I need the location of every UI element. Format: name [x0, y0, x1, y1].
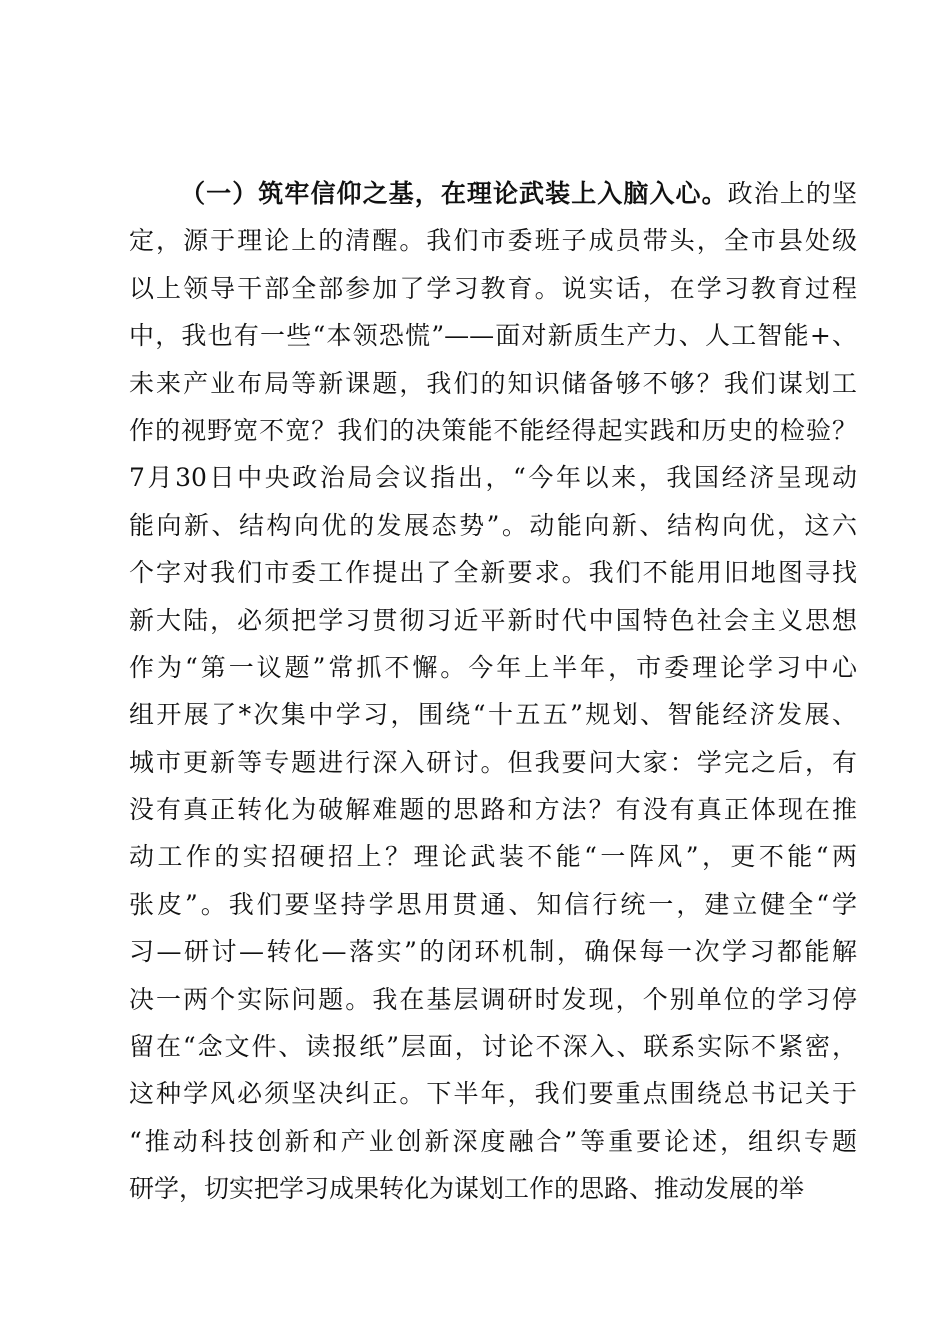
- text-line-15: 动工作的实招硬招上？理论武装不能“一阵风”，更不能“两: [129, 842, 857, 872]
- text-line-1-content: [179, 179, 857, 208]
- text-line-18: 决一两个实际问题。我在基层调研时发现，个别单位的学习停: [129, 984, 857, 1014]
- text-line-8: 能向新、结构向优的发展态势”。动能向新、结构向优，这六: [129, 510, 857, 540]
- body-paragraph: [129, 170, 857, 1213]
- text-line-1: [129, 170, 857, 217]
- text-line-16: 张皮”。我们要坚持学思用贯通、知信行统一，建立健全“学: [129, 889, 857, 919]
- text-line-13: 城市更新等专题进行深入研讨。但我要问大家：学完之后，有: [129, 747, 857, 777]
- text-line-7: 7月30日中央政治局会议指出，“今年以来，我国经济呈现动: [129, 463, 857, 493]
- text-line-2: 定，源于理论上的清醒。我们市委班子成员带头，全市县处级: [129, 226, 857, 256]
- text-line-5: 未来产业布局等新课题，我们的知识储备够不够？我们谋划工: [129, 368, 857, 398]
- text-line-21: “推动科技创新和产业创新深度融合”等重要论述，组织专题: [129, 1126, 857, 1156]
- text-line-6: 作的视野宽不宽？我们的决策能不能经得起实践和历史的检验？: [129, 415, 857, 445]
- text-line-12: 组开展了*次集中学习，围绕“十五五”规划、智能经济发展、: [129, 700, 857, 730]
- text-line-9: 个字对我们市委工作提出了全新要求。我们不能用旧地图寻找: [129, 558, 857, 588]
- text-line-10: 新大陆，必须把学习贯彻习近平新时代中国特色社会主义思想: [129, 605, 857, 635]
- text-line-19: 留在“念文件、读报纸”层面，讨论不深入、联系实际不紧密，: [129, 1032, 857, 1062]
- text-line-22: 研学，切实把学习成果转化为谋划工作的思路、推动发展的举: [129, 1174, 805, 1204]
- text-line-17: 习—研讨—转化—落实”的闭环机制，确保每一次学习都能解: [129, 937, 857, 967]
- section-heading: （一）筑牢信仰之基，在理论武装上入脑入心。: [179, 179, 728, 208]
- text-line-11: 作为“第一议题”常抓不懈。今年上半年，市委理论学习中心: [129, 652, 857, 682]
- text-line-4: 中，我也有一些“本领恐慌”——面对新质生产力、人工智能+、: [129, 321, 857, 351]
- text-line-14: 没有真正转化为破解难题的思路和方法？有没有真正体现在推: [129, 795, 857, 825]
- text-line-3: 以上领导干部全部参加了学习教育。说实话，在学习教育过程: [129, 273, 857, 303]
- section-heading-rest: 政治上的坚: [727, 179, 857, 208]
- text-line-20: 这种学风必须坚决纠正。下半年，我们要重点围绕总书记关于: [129, 1079, 857, 1109]
